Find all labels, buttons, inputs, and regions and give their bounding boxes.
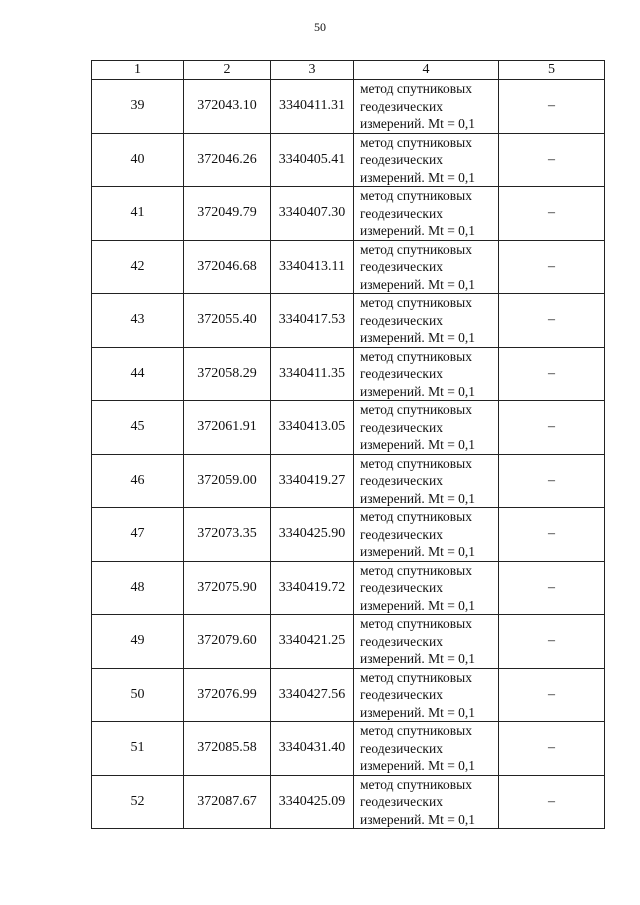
x-coordinate-cell: 372046.26 bbox=[184, 133, 271, 187]
method-line: метод спутниковых bbox=[360, 776, 472, 792]
method-line: измерений. Mt = 0,1 bbox=[360, 169, 476, 185]
note-cell: – bbox=[499, 401, 605, 455]
table-row bbox=[92, 722, 605, 776]
note-cell: – bbox=[499, 615, 605, 669]
table-row bbox=[92, 508, 605, 562]
point-number-cell: 47 bbox=[92, 508, 184, 562]
note-cell: – bbox=[499, 454, 605, 508]
method-line: метод спутниковых bbox=[360, 723, 472, 738]
method-line: геодезических bbox=[360, 526, 443, 542]
y-coordinate-cell: 3340413.11 bbox=[271, 240, 354, 294]
method-cell bbox=[354, 454, 499, 508]
method-line: измерений. Mt = 0,1 bbox=[360, 116, 476, 131]
table-row bbox=[92, 775, 605, 829]
method-line: геодезических bbox=[360, 152, 443, 167]
method-line: геодезических bbox=[360, 794, 443, 809]
y-coordinate-cell: 3340419.72 bbox=[271, 561, 354, 615]
point-number-cell: 46 bbox=[92, 454, 184, 508]
method-line: измерений. Mt = 0,1 bbox=[360, 490, 476, 506]
table-row bbox=[92, 615, 605, 669]
y-coordinate-cell: 3340413.05 bbox=[271, 401, 354, 455]
method-cell bbox=[354, 722, 499, 776]
method-cell bbox=[354, 294, 499, 348]
method-line: геодезических bbox=[360, 687, 443, 702]
method-cell bbox=[354, 240, 499, 294]
method-line: измерений. Mt = 0,1 bbox=[360, 330, 476, 345]
x-coordinate-cell: 372055.40 bbox=[184, 294, 271, 348]
x-coordinate-cell: 372046.68 bbox=[184, 240, 271, 294]
method-line: измерений. Mt = 0,1 bbox=[360, 811, 476, 827]
method-line: метод спутниковых bbox=[360, 455, 472, 471]
point-number-cell: 44 bbox=[92, 347, 184, 401]
table-row bbox=[92, 187, 605, 241]
y-coordinate-cell: 3340431.40 bbox=[271, 722, 354, 776]
point-number-cell: 52 bbox=[92, 775, 184, 829]
method-line: измерений. Mt = 0,1 bbox=[360, 651, 476, 666]
method-line: геодезических bbox=[360, 205, 443, 221]
method-line: измерений. Mt = 0,1 bbox=[360, 383, 476, 399]
x-coordinate-cell: 372059.00 bbox=[184, 454, 271, 508]
y-coordinate-cell: 3340417.53 bbox=[271, 294, 354, 348]
method-cell bbox=[354, 401, 499, 455]
x-coordinate-cell: 372076.99 bbox=[184, 668, 271, 722]
method-line: метод спутниковых bbox=[360, 669, 472, 685]
method-line: измерений. Mt = 0,1 bbox=[360, 544, 476, 559]
point-number-cell: 49 bbox=[92, 615, 184, 669]
method-line: метод спутниковых bbox=[360, 348, 472, 364]
table-row bbox=[92, 240, 605, 294]
method-line: геодезических bbox=[360, 366, 443, 381]
method-line: метод спутниковых bbox=[360, 241, 472, 257]
method-line: метод спутниковых bbox=[360, 402, 472, 417]
note-cell: – bbox=[499, 240, 605, 294]
method-line: измерений. Mt = 0,1 bbox=[360, 223, 476, 238]
note-cell: – bbox=[499, 80, 605, 134]
note-cell: – bbox=[499, 133, 605, 187]
header-row bbox=[92, 61, 605, 80]
y-coordinate-cell: 3340407.30 bbox=[271, 187, 354, 241]
note-cell: – bbox=[499, 294, 605, 348]
method-cell bbox=[354, 615, 499, 669]
method-line: геодезических bbox=[360, 580, 443, 595]
note-cell: – bbox=[499, 722, 605, 776]
method-line: геодезических bbox=[360, 740, 443, 756]
method-line: измерений. Mt = 0,1 bbox=[360, 276, 476, 292]
y-coordinate-cell: 3340411.31 bbox=[271, 80, 354, 134]
point-number-cell: 42 bbox=[92, 240, 184, 294]
table-row bbox=[92, 401, 605, 455]
method-line: геодезических bbox=[360, 633, 443, 649]
coordinates-table bbox=[91, 60, 605, 829]
point-number-cell: 43 bbox=[92, 294, 184, 348]
method-line: метод спутниковых bbox=[360, 562, 472, 578]
x-coordinate-cell: 372085.58 bbox=[184, 722, 271, 776]
x-coordinate-cell: 372043.10 bbox=[184, 80, 271, 134]
x-coordinate-cell: 372049.79 bbox=[184, 187, 271, 241]
note-cell: – bbox=[499, 187, 605, 241]
note-cell: – bbox=[499, 775, 605, 829]
method-line: измерений. Mt = 0,1 bbox=[360, 597, 476, 613]
x-coordinate-cell: 372061.91 bbox=[184, 401, 271, 455]
point-number-cell: 51 bbox=[92, 722, 184, 776]
header-col-1: 1 bbox=[92, 61, 184, 80]
x-coordinate-cell: 372073.35 bbox=[184, 508, 271, 562]
header-col-5: 5 bbox=[499, 61, 605, 80]
y-coordinate-cell: 3340425.09 bbox=[271, 775, 354, 829]
x-coordinate-cell: 372079.60 bbox=[184, 615, 271, 669]
method-line: геодезических bbox=[360, 419, 443, 435]
table-row bbox=[92, 347, 605, 401]
point-number-cell: 40 bbox=[92, 133, 184, 187]
method-line: геодезических bbox=[360, 473, 443, 488]
method-line: метод спутниковых bbox=[360, 616, 472, 631]
method-cell bbox=[354, 187, 499, 241]
table-row bbox=[92, 668, 605, 722]
table-header bbox=[92, 61, 605, 80]
y-coordinate-cell: 3340411.35 bbox=[271, 347, 354, 401]
y-coordinate-cell: 3340427.56 bbox=[271, 668, 354, 722]
y-coordinate-cell: 3340421.25 bbox=[271, 615, 354, 669]
method-cell bbox=[354, 133, 499, 187]
table-row bbox=[92, 454, 605, 508]
method-cell bbox=[354, 775, 499, 829]
point-number-cell: 39 bbox=[92, 80, 184, 134]
header-col-4: 4 bbox=[354, 61, 499, 80]
note-cell: – bbox=[499, 508, 605, 562]
method-line: измерений. Mt = 0,1 bbox=[360, 437, 476, 452]
method-cell bbox=[354, 347, 499, 401]
method-line: измерений. Mt = 0,1 bbox=[360, 758, 476, 773]
x-coordinate-cell: 372075.90 bbox=[184, 561, 271, 615]
method-line: геодезических bbox=[360, 312, 443, 328]
method-cell bbox=[354, 80, 499, 134]
y-coordinate-cell: 3340419.27 bbox=[271, 454, 354, 508]
point-number-cell: 41 bbox=[92, 187, 184, 241]
method-line: метод спутниковых bbox=[360, 295, 472, 310]
page-number: 50 bbox=[314, 20, 326, 34]
table-row bbox=[92, 133, 605, 187]
header-col-2: 2 bbox=[184, 61, 271, 80]
method-line: измерений. Mt = 0,1 bbox=[360, 704, 476, 720]
table-row bbox=[92, 294, 605, 348]
method-line: метод спутниковых bbox=[360, 509, 472, 524]
method-line: метод спутниковых bbox=[360, 134, 472, 150]
header-col-3: 3 bbox=[271, 61, 354, 80]
x-coordinate-cell: 372058.29 bbox=[184, 347, 271, 401]
table-row bbox=[92, 561, 605, 615]
point-number-cell: 48 bbox=[92, 561, 184, 615]
method-cell bbox=[354, 508, 499, 562]
table-body bbox=[92, 80, 605, 829]
point-number-cell: 50 bbox=[92, 668, 184, 722]
table-row bbox=[92, 80, 605, 134]
method-line: геодезических bbox=[360, 259, 443, 274]
method-line: метод спутниковых bbox=[360, 81, 472, 96]
point-number-cell: 45 bbox=[92, 401, 184, 455]
method-line: метод спутниковых bbox=[360, 188, 472, 203]
method-cell bbox=[354, 668, 499, 722]
y-coordinate-cell: 3340425.90 bbox=[271, 508, 354, 562]
method-cell bbox=[354, 561, 499, 615]
x-coordinate-cell: 372087.67 bbox=[184, 775, 271, 829]
note-cell: – bbox=[499, 347, 605, 401]
y-coordinate-cell: 3340405.41 bbox=[271, 133, 354, 187]
note-cell: – bbox=[499, 668, 605, 722]
note-cell: – bbox=[499, 561, 605, 615]
method-line: геодезических bbox=[360, 98, 443, 114]
